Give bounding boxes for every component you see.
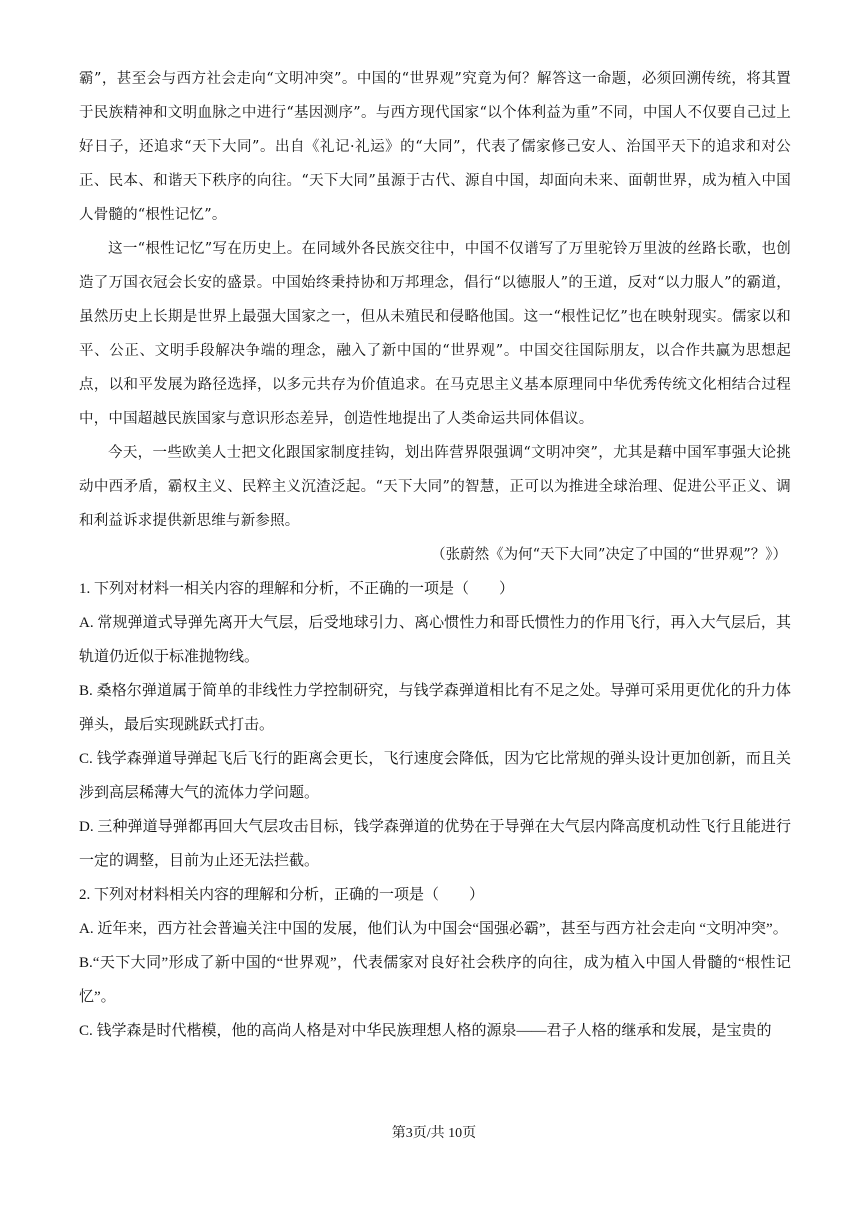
passage-citation: （张蔚然《为何“天下大同”决定了中国的“世界观”？》） <box>431 547 787 563</box>
passage-paragraph-2: 这一“根性记忆”写在历史上。在同域外各民族交往中，中国不仅谱写了万里驼铃万里波的丝路长歌，也创造了万国衣冠会长安的盛景。中国始终秉持协和万邦理念，倡行“以德服人”的王道，反对“以力服人”的霸道，虽然历史上长期是世界上最强大国家之一，但从未殖民和侵略他国。这一“根性记忆”也在映射现实。儒家以和平、公正、文明手段解决争端的理念，融入了新中国的“世界观”。中国交往国际朋友，以合作共赢为思想起点，以和平发展为路径选择，以多元共存为价值追求。在马克思主义基本原理同中华优秀传统文化相结合过程中，中国超越民族国家与意识形态差异，创造性地提出了人类命运共同体倡议。 <box>79 241 791 427</box>
page-number: 第3页/共 10页 <box>391 1126 477 1141</box>
document-page <box>79 62 791 1048</box>
question-2-option-c: C. 钱学森是时代楷模，他的高尚人格是对中华民族理想人格的源泉——君子人格的继承和发展，是宝贵的 <box>79 1023 772 1039</box>
question-1-option-b: B. 桑格尔弹道属于简单的非线性力学控制研究，与钱学森弹道相比有不足之处。导弹可采用更优化的升力体弹头，最后实现跳跃式打击。 <box>79 683 791 733</box>
passage-paragraph-3: 今天，一些欧美人士把文化跟国家制度挂钩，划出阵营界限强调“文明冲突”，尤其是藉中国军事强大论挑动中西矛盾，霸权主义、民粹主义沉渣泛起。“天下大同”的智慧，正可以为推进全球治理、促进公平正义、调和利益诉求提供新思维与新参照。 <box>79 445 791 529</box>
question-1-option-d: D. 三种弹道导弹都再回大气层攻击目标，钱学森弹道的优势在于导弹在大气层内降高度机动性飞行且能进行一定的调整，目前为止还无法拦截。 <box>79 819 791 869</box>
question-1-option-c: C. 钱学森弹道导弹起飞后飞行的距离会更长，飞行速度会降低，因为它比常规的弹头设计更加创新，而且关涉到高层稀薄大气的流体力学问题。 <box>79 751 791 801</box>
question-1 <box>79 572 791 878</box>
passage-paragraph-1: 霸”，甚至会与西方社会走向“文明冲突”。中国的“世界观”究竟为何？解答这一命题，必须回溯传统，将其置于民族精神和文明血脉之中进行“基因测序”。与西方现代国家“以个体利益为重”不同，中国人不仅要自己过上好日子，还追求“天下大同”。出自《礼记·礼运》的“大同”，代表了儒家修己安人、治国平天下的追求和对公正、民本、和谐天下秩序的向往。“天下大同”虽源于古代、源自中国，却面向未来、面朝世界，成为植入中国人骨髓的“根性记忆”。 <box>79 71 791 223</box>
question-2-option-a: A. 近年来，西方社会普遍关注中国的发展，他们认为中国会“国强必霸”，甚至与西方社会走向 “文明冲突”。 <box>79 921 788 937</box>
question-1-stem: 1. 下列对材料一相关内容的理解和分析，不正确的一项是（ ） <box>79 581 515 597</box>
question-2-option-b: B.“天下大同”形成了新中国的“世界观”，代表儒家对良好社会秩序的向往，成为植入中国人骨髓的“根性记忆”。 <box>79 955 791 1005</box>
question-2 <box>79 878 791 1048</box>
question-2-stem: 2. 下列对材料相关内容的理解和分析，正确的一项是（ ） <box>79 887 485 903</box>
question-1-option-a: A. 常规弹道式导弹先离开大气层，后受地球引力、离心惯性力和哥氏惯性力的作用飞行，再入大气层后，其轨道仍近似于标准抛物线。 <box>79 615 791 665</box>
